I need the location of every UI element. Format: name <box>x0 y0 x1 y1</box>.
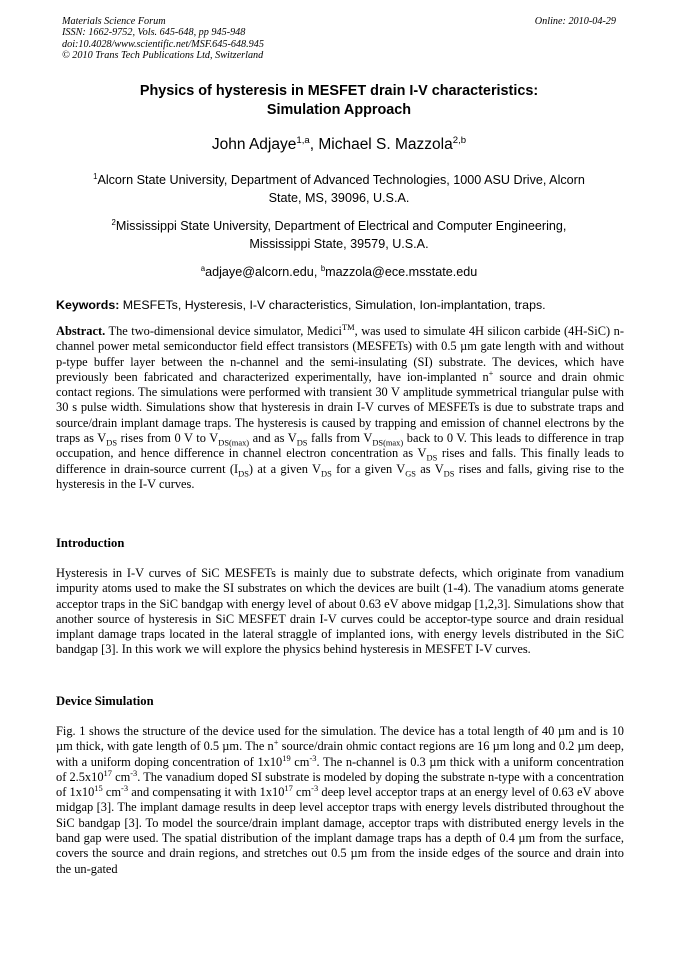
unit-text: cm <box>292 785 312 800</box>
subscript: DS <box>296 437 308 448</box>
device-simulation-heading: Device Simulation <box>56 694 154 708</box>
author-separator: , <box>309 136 319 153</box>
abstract-paragraph <box>56 321 624 492</box>
unit-text: cm <box>102 785 122 800</box>
affiliation-1-mark: 1 <box>93 171 98 181</box>
title-line-1: Physics of hysteresis in MESFET drain I-V characteristics: <box>139 83 539 99</box>
superscript: -3 <box>121 783 129 794</box>
keywords-text: MESFETs, Hysteresis, I-V characteristics, Simulation, Ion-implantation, traps. <box>119 298 546 312</box>
superscript: -3 <box>309 752 317 763</box>
subscript: DS(max) <box>372 437 404 448</box>
device-simulation-paragraph <box>56 724 624 877</box>
abstract-text: falls from V <box>307 431 373 446</box>
section-text: and compensating it with 1x10 <box>128 785 285 800</box>
superscript: 19 <box>282 752 291 763</box>
issn-line: ISSN: 1662-9752, Vols. 645-648, pp 945-948 <box>62 27 246 39</box>
affiliation-1-line-1: Alcorn State University, Department of Advanced Technologies, 1000 ASU Drive, Alcorn <box>97 173 585 187</box>
email-a[interactable]: adjaye@alcorn.edu <box>205 265 314 279</box>
author-emails <box>50 264 628 281</box>
trademark-mark: TM <box>341 321 355 332</box>
subscript: GS <box>405 468 416 479</box>
email-b[interactable]: mazzola@ece.msstate.edu <box>325 265 478 279</box>
paper-title <box>50 82 628 120</box>
superscript: 17 <box>284 783 293 794</box>
abstract-text: and as V <box>249 431 297 446</box>
email-b-mark: b <box>320 263 326 273</box>
superscript: -3 <box>311 783 319 794</box>
section-text: deep level acceptor traps at an energy level of 0.63 eV above midgap [3]. The implant damage results in deep level acceptor traps with energy levels distributed throughout the SiC bandgap [3]. To model the source/drain implant damage, acceptor traps with distributed energy levels in the band gap were used. The spatial distribution of the implant damage traps has a depth of 0.4 µm from the surface, covers the source and drain regions, and stretches out 0.5 µm from the inside edges of the source and drain into the un-gated <box>56 785 624 876</box>
superscript: + <box>273 737 279 748</box>
superscript: 15 <box>94 783 103 794</box>
email-separator: , <box>313 265 321 279</box>
title-line-2: Simulation Approach <box>266 102 412 118</box>
subscript: DS <box>320 468 332 479</box>
abstract-text: ) at a given V <box>248 461 321 476</box>
section-text: . The vanadium doped SI substrate is modeled by doping the substrate n-type with a concentration of 1x10 <box>56 769 624 800</box>
journal-header <box>62 16 622 62</box>
keywords <box>56 297 624 314</box>
section-text: source/drain ohmic contact regions are 16 µm long and 0.2 µm deep, with a uniform doping concentration of 1x10 <box>56 739 624 769</box>
introduction-heading: Introduction <box>56 536 125 550</box>
affiliation-1-line-2: State, MS, 39096, U.S.A. <box>268 190 410 205</box>
abstract-text: source and drain ohmic contact regions. The simulations were performed with transient 30 V amplitude symmetrical triangular pulse with 30 s pulse width. Simulations show that hysteresis in drain I-V curves of MESFETs is due to substrate traps and source/drain implant damage traps. The hysteresis is caused by trapping and emission of channel electrons by the traps as V <box>56 369 624 446</box>
abstract-text: back to 0 V. This leads to difference in trap occupation, and hence difference in channel electron concentration as V <box>56 431 624 461</box>
affiliation-2-line-2: Mississippi State, 39579, U.S.A. <box>249 236 429 251</box>
abstract-text: rises and falls. This finally leads to difference in drain-source current (I <box>56 446 624 476</box>
affiliation-2-line-1: Mississippi State University, Department of Electrical and Computer Engineering, <box>115 219 567 233</box>
subscript: DS(max) <box>218 437 250 448</box>
superscript: + <box>488 367 494 378</box>
copyright-line: © 2010 Trans Tech Publications Ltd, Switzerland <box>62 50 264 62</box>
abstract-text: rises and falls, giving rise to the hysteresis in the I-V curves. <box>56 461 624 491</box>
subscript: DS <box>443 468 455 479</box>
abstract-text: The two-dimensional device simulator, Medici <box>105 324 342 338</box>
email-a-mark: a <box>200 263 206 273</box>
author-2-affiliation-mark: 2,b <box>452 134 467 146</box>
author-list <box>50 135 628 155</box>
doi-line: doi:10.4028/www.scientific.net/MSF.645-648.945 <box>62 38 264 50</box>
journal-name: Materials Science Forum <box>62 16 166 27</box>
affiliation-2-mark: 2 <box>111 217 116 227</box>
online-date: Online: 2010-04-29 <box>534 16 616 27</box>
subscript: DS <box>106 437 118 448</box>
abstract-text: rises from 0 V to V <box>117 431 219 446</box>
unit-text: cm <box>290 754 310 769</box>
superscript: -3 <box>130 767 138 778</box>
abstract-text: for a given V <box>331 461 406 476</box>
subscript: DS <box>238 468 249 479</box>
affiliation-1 <box>50 172 628 207</box>
unit-text: cm <box>111 769 131 784</box>
affiliation-2 <box>50 218 628 253</box>
section-text: Fig. 1 shows the structure of the device used for the simulation. The device has a total length of 40 µm and is 10 µm thick, with gate length of 0.5 µm. The n <box>56 724 624 754</box>
introduction-paragraph: Hysteresis in I-V curves of SiC MESFETs is mainly due to substrate defects, which originate from vanadium impurity atoms used to make the SI substrates on which the devices are built (1-4). The vanadium atoms generate acceptor traps in the SiC bandgap with energy level of about 0.63 eV above midgap [1,2,3]. Simulations show that another source of hysteresis in SiC MESFET drain I-V curves could be acceptor-type source and drain residual implant damage traps located in the lateral straggle of implanted ions, with energy levels distributed in the SiC bandgap [3]. In this work we will explore the physics behind hysteresis in MESFET I-V curves. <box>56 566 624 657</box>
author-2: Michael S. Mazzola <box>318 136 453 153</box>
subscript: DS <box>426 452 438 463</box>
section-text: . The n-channel is 0.3 µm thick with a uniform concentration of 2.5x10 <box>56 754 624 784</box>
author-1: John Adjaye <box>211 136 297 153</box>
superscript: 17 <box>103 767 112 778</box>
abstract-text: , was used to simulate 4H silicon carbide (4H-SiC) n-channel power metal semiconductor field effect transistors (MESFETs) with 0.5 µm gate length with and without p-type buffer layer between the n-channel and the semi-insulating (SI) substrate. The devices, which have previously been fabricated and characterized experimentally, have ion-implanted n <box>56 324 624 384</box>
abstract-text: as V <box>416 461 444 476</box>
abstract-label: Abstract. <box>56 324 106 338</box>
keywords-label: Keywords: <box>56 298 120 312</box>
author-1-affiliation-mark: 1,a <box>296 134 310 146</box>
